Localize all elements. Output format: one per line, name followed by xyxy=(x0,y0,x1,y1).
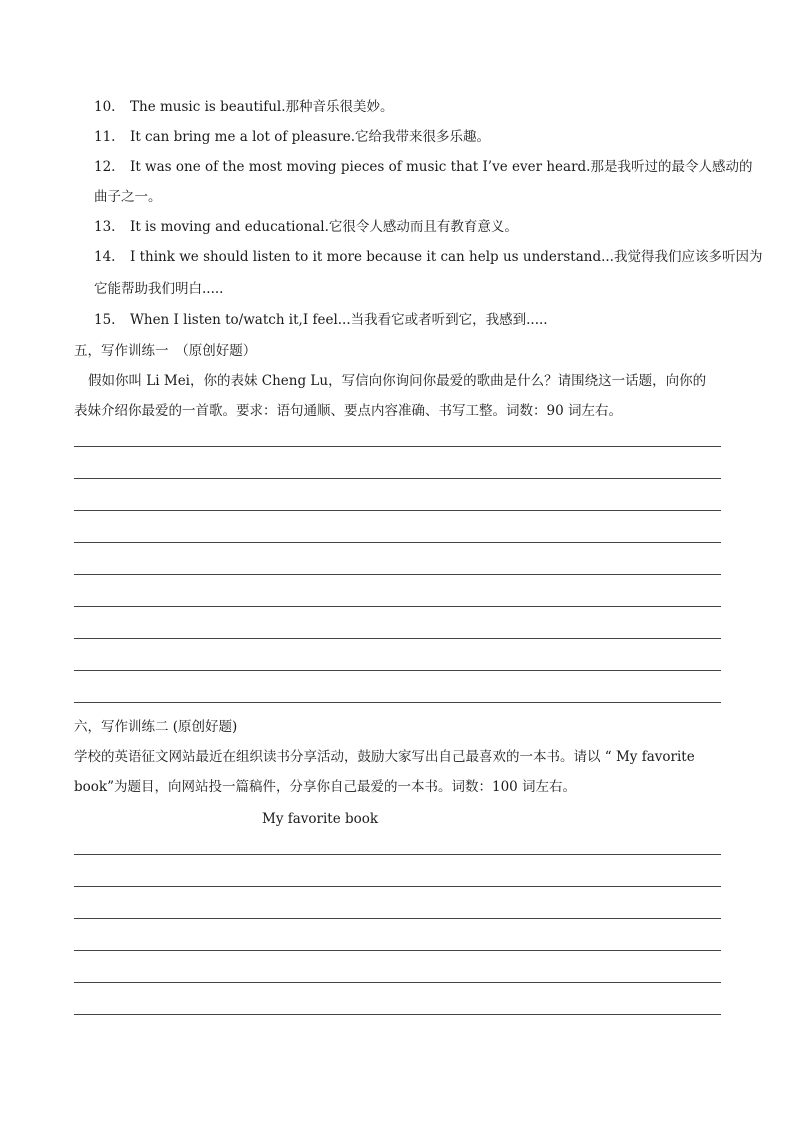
writing-line[interactable] xyxy=(74,478,721,479)
writing-line[interactable] xyxy=(74,606,721,607)
writing-line[interactable] xyxy=(74,950,721,951)
item-text: It was one of the most moving pieces of music that I’ve ever heard.那是我听过的最令人感动的 xyxy=(130,159,753,175)
item-number: 12. xyxy=(94,159,116,175)
list-item-11 xyxy=(94,128,490,146)
list-item-14-continuation: 它能帮助我们明白..... xyxy=(94,281,224,297)
writing-line[interactable] xyxy=(74,638,721,639)
writing-line[interactable] xyxy=(74,702,721,703)
writing-line[interactable] xyxy=(74,1014,721,1015)
item-number: 14. xyxy=(94,249,116,265)
essay-title: My favorite book xyxy=(262,811,379,827)
list-item-12 xyxy=(94,158,752,176)
item-text: I think we should listen to it more because it can help us understand...我觉得我们应该多听因为 xyxy=(130,249,763,265)
item-number: 10. xyxy=(94,99,116,115)
item-text: It can bring me a lot of pleasure.它给我带来很多乐趣。 xyxy=(130,129,491,145)
item-text: It is moving and educational.它很令人感动而且有教育意义。 xyxy=(130,219,518,235)
item-number: 15. xyxy=(94,312,116,328)
list-item-14 xyxy=(94,248,762,266)
writing-line[interactable] xyxy=(74,670,721,671)
item-number: 11. xyxy=(94,129,116,145)
section-6-prompt-line-2: book”为题目，向网站投一篇稿件，分享你自己最爱的一本书。词数：100 词左右。 xyxy=(74,779,577,795)
section-6-prompt-line-1: 学校的英语征文网站最近在组织读书分享活动，鼓励大家写出自己最喜欢的一本书。请以 “ My favorite xyxy=(74,749,695,765)
list-item-10 xyxy=(94,98,394,116)
section-5-prompt-line-2: 表妹介绍你最爱的一首歌。要求：语句通顺、要点内容准确、书写工整。词数：90 词左右。 xyxy=(74,403,622,419)
section-5-prompt-line-1: 假如你叫 Li Mei，你的表妹 Cheng Lu，写信向你询问你最爱的歌曲是什么？请围绕这一话题，向你的 xyxy=(88,373,707,389)
writing-line[interactable] xyxy=(74,542,721,543)
writing-line[interactable] xyxy=(74,510,721,511)
item-number: 13. xyxy=(94,219,116,235)
list-item-15 xyxy=(94,311,548,329)
writing-line[interactable] xyxy=(74,574,721,575)
list-item-12-continuation: 曲子之一。 xyxy=(94,189,162,205)
writing-line[interactable] xyxy=(74,886,721,887)
section-6-heading: 六，写作训练二 (原创好题) xyxy=(74,719,238,735)
writing-line[interactable] xyxy=(74,982,721,983)
item-text: When I listen to/watch it,I feel...当我看它或者听到它，我感到..... xyxy=(130,312,548,328)
writing-line[interactable] xyxy=(74,918,721,919)
writing-line[interactable] xyxy=(74,446,721,447)
list-item-13 xyxy=(94,218,518,236)
section-5-heading: 五，写作训练一 （原创好题） xyxy=(74,343,257,359)
item-text: The music is beautiful.那种音乐很美妙。 xyxy=(130,99,394,115)
writing-line[interactable] xyxy=(74,854,721,855)
